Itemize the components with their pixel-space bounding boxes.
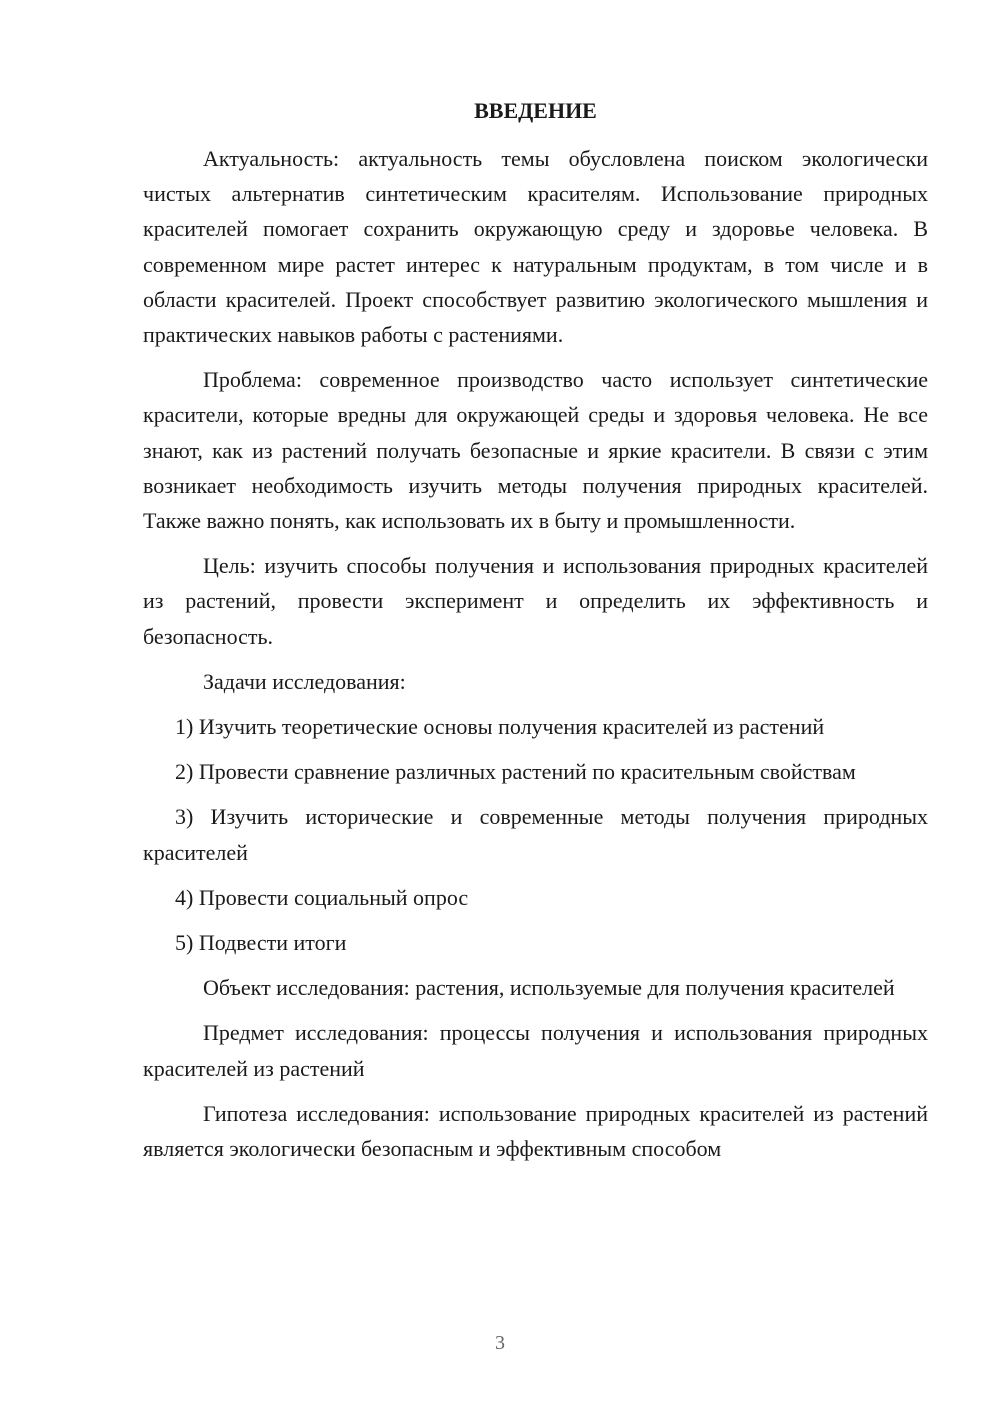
task-item-3: 3) Изучить исторические и современные методы получения природных красителей	[143, 804, 928, 865]
document-body	[143, 141, 928, 1176]
hypothesis-paragraph: Гипотеза исследования: использование природных красителей из растений является экологически безопасным и эффективным способом	[143, 1100, 928, 1162]
page-title: ВВЕДЕНИЕ	[474, 98, 597, 123]
subject-paragraph: Предмет исследования: процессы получения и использования природных красителей из растений	[143, 1020, 928, 1081]
task-item-2: 2) Провести сравнение различных растений по красительным свойствам	[175, 759, 856, 785]
tasks-heading: Задачи исследования:	[203, 668, 406, 694]
task-item-4: 4) Провести социальный опрос	[175, 884, 469, 910]
relevance-paragraph: Актуальность: актуальность темы обусловлена поиском экологически чистых альтернатив синтетическим красителям. Использование природных красителей помогает сохранить окружающую среду и здоровье человека. В современном мире растет интерес к натуральным продуктам, в том числе и в области красителей. Проект способствует развитию экологического мышления и практических навыков работы с растениями.	[143, 146, 928, 348]
object-paragraph: Объект исследования: растения, используемые для получения красителей	[203, 975, 895, 1001]
task-item-5: 5) Подвести итоги	[175, 930, 347, 956]
goal-paragraph: Цель: изучить способы получения и использования природных красителей из растений, провести эксперимент и определить их эффективность и безопасность.	[143, 553, 928, 649]
page-number: 3	[495, 1332, 505, 1354]
task-item-1: 1) Изучить теоретические основы получения красителей из растений	[175, 714, 825, 740]
problem-paragraph: Проблема: современное производство часто использует синтетические красители, которые вредны для окружающей среды и здоровья человека. Не все знают, как из растений получать безопасные и яркие красители. В связи с этим возникает необходимость изучить методы получения природных красителей. Также важно понять, как использовать их в быту и промышленности.	[143, 367, 928, 534]
